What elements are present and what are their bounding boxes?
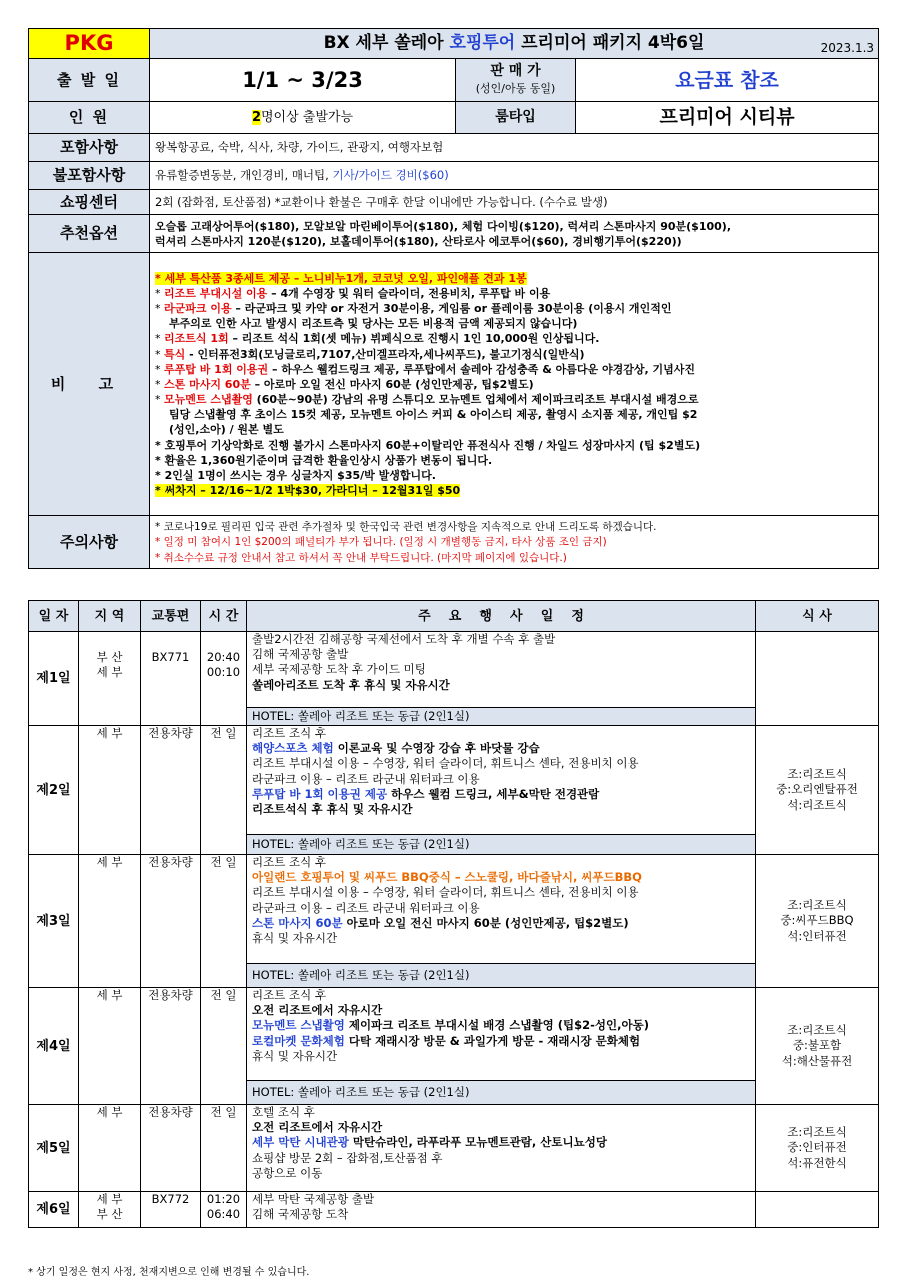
day-4-line-2: 오전 리조트에서 자유시간: [252, 1003, 383, 1018]
day-1-itinerary: [247, 632, 756, 708]
note-11: * 2인실 1명이 쓰시는 경우 싱글차지 $35/박 발생합니다.: [155, 469, 436, 483]
note-4-text: – 리조트 석식 1회(셋 메뉴) 뷔페식으로 진행시 1인 10,000원 인상됩니다.: [228, 332, 600, 346]
day-4-transport: 전용차량: [141, 988, 201, 1105]
day-1-line-1: 출발2시간전 김해공항 국제선에서 도착 후 개별 수속 후 출발: [252, 632, 556, 646]
day-2-lunch: 중:오리엔탈퓨전: [776, 782, 858, 797]
day-1-transport: BX771: [141, 632, 201, 726]
include-value: 왕복항공료, 숙박, 식사, 차량, 가이드, 관광지, 여행자보험: [150, 134, 879, 162]
option-label: 추천옵션: [29, 215, 150, 253]
package-info-table: [28, 28, 879, 569]
note-12: * 써차지 – 12/16~1/2 1박$30, 가라디너 – 12월31일 $50: [155, 484, 461, 498]
day-2-line-4: 라군파크 이용 – 리조트 라군내 워터파크 이용: [252, 771, 480, 786]
note-6-title: 루푸탑 바 1회 이용권: [164, 362, 269, 376]
people-value-cell: [150, 102, 456, 134]
day-1-region: [79, 632, 141, 726]
day-3-time: 전 일: [201, 855, 247, 988]
exclude-guide-fee: 기사/가이드 경비($60): [332, 168, 449, 182]
day-6-transport: BX772: [141, 1192, 201, 1228]
day-3-line-3: 리조트 부대시설 이용 – 수영장, 워터 슬라이더, 휘트니스 센타, 전용비치 이용: [252, 885, 639, 900]
note-6-text: – 하우스 웰컴드링크 제공, 루푸탑에서 솔레아 감성충족 & 아름다운 야경감상, 기념사진: [268, 362, 696, 376]
shop-label: 쇼핑센터: [29, 190, 150, 215]
day-5-dinner: 석:퓨전한식: [787, 1155, 847, 1170]
day-1-time-arrive: 00:10: [206, 665, 241, 679]
day-2-line-5-title: 루푸탑 바 1회 이용권 제공: [252, 786, 388, 801]
day-5-line-5: 공항으로 이동: [252, 1165, 323, 1180]
note-8-title: 모뉴멘트 스냅촬영: [164, 393, 253, 407]
day-2-time: 전 일: [201, 726, 247, 855]
day-1-region-from: 부 산: [96, 650, 123, 664]
day-6-label: 제6일: [29, 1192, 79, 1228]
notes-label: 비 고: [29, 253, 150, 516]
day-4-line-3-text: 제이파크 리조트 부대시설 배경 스냅촬영 (팁$2-성인,아동): [344, 1018, 649, 1033]
day-4-line-5: 휴식 및 자유시간: [252, 1048, 338, 1063]
caution-label: 주의사항: [29, 516, 150, 569]
day-3-lunch: 중:씨푸드BBQ: [780, 913, 854, 928]
price-label: 판 매 가: [490, 63, 541, 79]
day-2-meal: [756, 726, 879, 855]
day-6-region-from: 세 부: [96, 1192, 123, 1206]
day-2-line-2-title: 해양스포츠 체험: [252, 741, 334, 756]
exclude-label: 불포함사항: [29, 162, 150, 190]
note-8-cont-2: (성인,소아) / 원본 별도: [169, 423, 284, 437]
note-7-text: – 아로마 오일 전신 마사지 60분 (성인만제공, 팁$2별도): [250, 377, 534, 391]
col-header-itinerary: 주 요 행 사 일 정: [247, 601, 756, 632]
day-2-breakfast: 조:리조트식: [787, 767, 847, 782]
day-1-hotel: HOTEL: 쏠레아 리조트 또는 동급 (2인1실): [247, 708, 756, 726]
note-2-text: – 4개 수영장 및 워터 슬라이더, 전용비치, 루푸탑 바 이용: [267, 286, 551, 300]
note-3-title: 라군파크 이용: [164, 301, 232, 315]
page-title: [150, 29, 879, 59]
include-label: 포함사항: [29, 134, 150, 162]
day-1-meal: [756, 632, 879, 726]
exclude-value: 유류할증변동분, 개인경비, 매너팁,: [155, 168, 333, 182]
day-4-breakfast: 조:리조트식: [787, 1023, 847, 1038]
col-header-time: 시 간: [201, 601, 247, 632]
option-value-cell: [150, 215, 879, 253]
shop-value: 2회 (잡화점, 토산품점) *교환이나 환불은 구매후 한달 이내에만 가능합니다. (수수료 발생): [150, 190, 879, 215]
day-5-label: 제5일: [29, 1105, 79, 1192]
people-num: 2: [251, 110, 261, 125]
day-6-region-to: 부 산: [96, 1207, 123, 1222]
day-5-transport: 전용차량: [141, 1105, 201, 1192]
day-4-line-4-text: 다탁 재래시장 방문 & 과일가게 방문 - 재래시장 문화체험: [344, 1033, 641, 1048]
doc-date: 2023.1.3: [820, 41, 875, 55]
day-2-line-1: 리조트 조식 후: [252, 726, 326, 740]
option-line-2: 럭셔리 스톤마사지 120분($120), 보홀데이투어($180), 산타로사 에코투어($60), 경비행기투어($220)): [155, 234, 682, 248]
note-2-title: 리조트 부대시설 이용: [164, 286, 268, 300]
schedule-table: [28, 600, 879, 1228]
caution-2: * 일정 미 참여시 1인 $200의 패널티가 부가 됩니다. (일정 시 개별행동 금지, 타사 상품 조인 금지): [155, 536, 607, 549]
day-6-itinerary: [247, 1192, 756, 1228]
day-4-region: 세 부: [79, 988, 141, 1105]
price-value: 요금표 참조: [576, 59, 879, 102]
day-3-hotel: HOTEL: 쏠레아 리조트 또는 동급 (2인1실): [247, 964, 756, 988]
day-6-line-2: 김해 국제공항 도착: [252, 1207, 349, 1222]
day-3-transport: 전용차량: [141, 855, 201, 988]
day-2-line-5-text: 하우스 웰컴 드링크, 세부&막탄 전경관람: [387, 786, 600, 801]
col-header-region: 지 역: [79, 601, 141, 632]
note-7-title: 스톤 마사지 60분: [164, 377, 251, 391]
day-3-label: 제3일: [29, 855, 79, 988]
day-3-line-1: 리조트 조식 후: [252, 855, 326, 869]
day-5-itinerary: [247, 1105, 756, 1192]
note-4-title: 리조트식 1회: [164, 332, 229, 346]
day-2-dinner: 석:리조트식: [787, 797, 847, 812]
day-4-label: 제4일: [29, 988, 79, 1105]
room-label: 룸타입: [456, 102, 576, 134]
depart-label: 출 발 일: [29, 59, 150, 102]
day-2-label: 제2일: [29, 726, 79, 855]
day-1-time-depart: 20:40: [206, 650, 241, 664]
note-1: * 세부 특산품 3종세트 제공 – 노니비누1개, 코코넛 오일, 파인애플 견과 1봉: [155, 271, 527, 285]
day-2-region: 세 부: [79, 726, 141, 855]
day-5-lunch: 중:인터퓨전: [787, 1140, 847, 1155]
note-8-text: (60분~90분) 강남의 유명 스튜디오 모뉴멘트 업체에서 제이파크리조트 부대시설 배경으로: [252, 393, 699, 407]
day-2-line-3: 리조트 부대시설 이용 – 수영장, 워터 슬라이더, 휘트니스 센타, 전용비치 이용: [252, 756, 639, 771]
room-value: 프리미어 시티뷰: [576, 102, 879, 134]
day-4-hotel: HOTEL: 쏠레아 리조트 또는 동급 (2인1실): [247, 1081, 756, 1105]
title-highlight: 호핑투어: [449, 33, 516, 53]
day-4-line-4-title: 로컬마켓 문화체험: [252, 1033, 345, 1048]
caution-1: * 코로나19로 필리핀 입국 관련 추가절차 및 한국입국 관련 변경사항을 지속적으로 안내 드리도록 하겠습니다.: [155, 521, 657, 534]
day-6-line-1: 세부 막탄 국제공항 출발: [252, 1192, 375, 1206]
day-4-lunch: 중:불포함: [792, 1038, 842, 1053]
day-4-itinerary: [247, 988, 756, 1081]
people-label: 인 원: [29, 102, 150, 134]
note-5-text: - 인터퓨전3회(모닝글로리,7107,산미겔프라자,세나씨푸드), 불고기정식(일반식): [185, 347, 585, 361]
day-6-region: [79, 1192, 141, 1228]
day-5-line-1: 호텔 조식 후: [252, 1105, 315, 1119]
day-2-transport: 전용차량: [141, 726, 201, 855]
note-10: * 환율은 1,360원기준이며 급격한 환율인상시 상품가 변동이 됩니다.: [155, 453, 493, 467]
day-3-line-5-text: 아로마 오일 전신 마사지 60분 (성인만제공, 팁$2별도): [342, 915, 629, 930]
day-6-meal: [756, 1192, 879, 1228]
price-sublabel: (성인/아동 동일): [475, 82, 556, 95]
day-5-meal: [756, 1105, 879, 1192]
title-prefix: BX 세부 쏠레아: [323, 33, 450, 53]
day-1-label: 제1일: [29, 632, 79, 726]
note-5-title: 특식: [164, 347, 186, 361]
day-3-itinerary: [247, 855, 756, 964]
col-header-day: 일 자: [29, 601, 79, 632]
day-2-line-6: 리조트석식 후 휴식 및 자유시간: [252, 801, 413, 816]
note-3-cont: 부주의로 인한 사고 발생시 리조트측 및 당사는 모든 비용적 금액 제공되지 않습니다): [169, 317, 578, 331]
day-4-line-1: 리조트 조식 후: [252, 988, 326, 1002]
notes-cell: * 세부 특산품 3종세트 제공 – 노니비누1개, 코코넛 오일, 파인애플 견과 1봉 * 리조트 부대시설 이용 – 4개 수영장 및 워터 슬라이더, 전용비치, 루푸탑 바 이용 * 라군파크 이용 – 라군파크 및 카약 or 자전거 30분이용, 게임룸 or 플레이룸 30분이용 (이용시 개인적인 부주의로 인한 사고 발생시 리조트측 및 당사는 모든 비용적 금액 제공되지 않습니다) * 리조트식 1회 – 리조트 석식 1회(셋 메뉴) 뷔페식으로 진행시 1인 10,000원 인상됩니다. * 특식 - 인터퓨전3회(모닝글로리,7107,산미겔프라자,세나씨푸드), 불고기정식(일반식) * 루푸탑 바 1회 이용권 – 하우스 웰컴드링크 제공, 루푸탑에서 솔레아 감성충족 & 아름다운 야경감상, 기념사진 * 스톤 마사지 60분 – 아로마 오일 전신 마사지 60분 (성인만제공, 팁$2별도) * 모뉴멘트 스냅촬영 (60분~90분) 강남의 유명 스튜디오 모뉴멘트 업체에서 제이파크리조트 부대시설 배경으로 팀당 스냅촬영 후 초이스 15컷 제공, 모뉴멘트 아이스 커피 & 아이스티 제공, 촬영시 소지품 제공, 개인팁 $2 (성인,소아) / 원본 별도 * 호핑투어 기상악화로 진행 불가시 스톤마사지 60분+이탈리안 퓨전식사 진행 / 차일드 성장마사지 (팁 $2별도) * 환율은 1,360원기준이며 급격한 환율인상시 상품가 변동이 됩니다. * 2인실 1명이 쓰시는 경우 싱글차지 $35/박 발생합니다. * 써차지 – 12/16~1/2 1박$30, 가라디너 – 12월31일 $50: [150, 253, 879, 516]
people-value: 명이상 출발가능: [261, 110, 354, 125]
day-3-line-4: 라군파크 이용 – 리조트 라군내 워터파크 이용: [252, 900, 480, 915]
day-1-region-to: 세 부: [96, 665, 123, 679]
day-3-line-5-title: 스톤 마사지 60분: [252, 915, 343, 930]
day-4-meal: [756, 988, 879, 1105]
day-5-line-2: 오전 리조트에서 자유시간: [252, 1120, 383, 1135]
day-5-breakfast: 조:리조트식: [787, 1125, 847, 1140]
footer-note: * 상기 일정은 현지 사정, 천재지변으로 인해 변경될 수 있습니다.: [28, 1267, 310, 1278]
day-1-line-3: 세부 국제공항 도착 후 가이드 미팅: [252, 662, 426, 677]
day-2-line-2-text: 이론교육 및 수영장 강습 후 바닷물 강습: [333, 741, 540, 756]
price-label-cell: [456, 59, 576, 102]
day-4-time: 전 일: [201, 988, 247, 1105]
note-8-cont-1: 팀당 스냅촬영 후 초이스 15컷 제공, 모뉴멘트 아이스 커피 & 아이스티 제공, 촬영시 소지품 제공, 개인팁 $2: [169, 408, 698, 422]
col-header-meal: 식 사: [756, 601, 879, 632]
day-3-region: 세 부: [79, 855, 141, 988]
depart-value: 1/1 ~ 3/23: [150, 59, 456, 102]
day-5-line-3-text: 막탄슈라인, 라푸라푸 모뉴멘트관람, 산토니뇨성당: [348, 1135, 607, 1150]
day-4-dinner: 석:해산물퓨전: [781, 1053, 853, 1068]
day-6-time-depart: 01:20: [206, 1192, 241, 1206]
day-3-meal: [756, 855, 879, 988]
title-suffix: 프리미어 패키지 4박6일: [515, 33, 705, 53]
day-3-breakfast: 조:리조트식: [787, 898, 847, 913]
day-1-line-2: 김해 국제공항 출발: [252, 647, 349, 662]
col-header-transport: 교통편: [141, 601, 201, 632]
day-2-itinerary: [247, 726, 756, 835]
note-9: * 호핑투어 기상악화로 진행 불가시 스톤마사지 60분+이탈리안 퓨전식사 진행 / 차일드 성장마사지 (팁 $2별도): [155, 438, 701, 452]
day-6-time: [201, 1192, 247, 1228]
day-5-line-4: 쇼핑샵 방문 2회 – 잡화점,토산품점 후: [252, 1150, 443, 1165]
day-3-line-6: 휴식 및 자유시간: [252, 930, 338, 945]
day-1-line-4: 쏠레아리조트 도착 후 휴식 및 자유시간: [252, 677, 450, 692]
pkg-label: PKG: [29, 29, 150, 59]
note-3-text: – 라군파크 및 카약 or 자전거 30분이용, 게임룸 or 플레이룸 30분이용 (이용시 개인적인: [231, 301, 672, 315]
exclude-value-cell: [150, 162, 879, 190]
day-3-dinner: 석:인터퓨전: [787, 928, 847, 943]
day-2-hotel: HOTEL: 쏠레아 리조트 또는 동급 (2인1실): [247, 835, 756, 855]
caution-3: * 취소수수료 규정 안내서 참고 하셔서 꼭 안내 부탁드립니다. (마지막 페이지에 있습니다.): [155, 551, 567, 564]
day-5-line-3-title: 세부 막탄 시내관광: [252, 1135, 349, 1150]
option-line-1: 오슬롭 고래상어투어($180), 모알보알 마린베이투어($180), 체험 다이빙($120), 럭셔리 스톤마사지 90분($100),: [155, 219, 731, 233]
caution-cell: [150, 516, 879, 569]
day-3-line-2: 아일랜드 호핑투어 및 씨푸드 BBQ중식 – 스노쿨링, 바다줄낚시, 씨푸드BBQ: [252, 870, 642, 885]
day-6-time-arrive: 06:40: [206, 1207, 241, 1222]
day-5-time: 전 일: [201, 1105, 247, 1192]
day-1-time: [201, 632, 247, 726]
day-4-line-3-title: 모뉴멘트 스냅촬영: [252, 1018, 345, 1033]
day-5-region: 세 부: [79, 1105, 141, 1192]
